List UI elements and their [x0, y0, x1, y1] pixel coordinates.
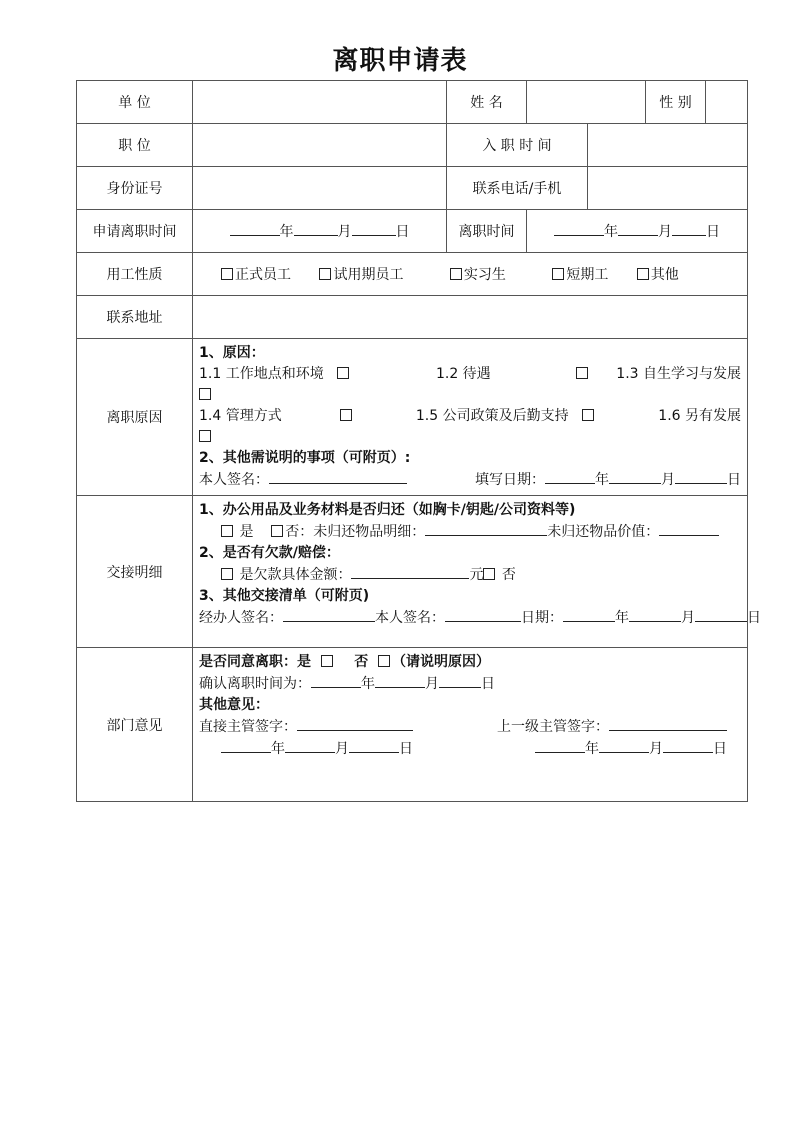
- option-probation[interactable]: 试用期员工: [319, 264, 403, 284]
- reason-option-1-5[interactable]: 1.5 公司政策及后勤支持: [416, 406, 596, 427]
- handover-heading-1: 1、办公用品及业务材料是否归还（如胸卡/钥匙/公司资料等): [199, 502, 576, 518]
- handover-sign-row: 经办人签名： 本人签名： 日期： 年 月 日: [199, 607, 741, 629]
- dept-opinion-label: 部门意见: [77, 648, 193, 802]
- employment-type-label: 用工性质: [77, 253, 193, 296]
- leave-date-label: 离职时间: [447, 210, 527, 253]
- dept-confirm-row: 确认离职时间为： 年 月 日: [199, 673, 741, 695]
- hire-date-field[interactable]: [588, 124, 748, 167]
- checkbox-icon: [552, 268, 564, 280]
- checkbox-icon: [637, 268, 649, 280]
- reason-sign-line[interactable]: [269, 469, 407, 484]
- reason-section: [193, 339, 748, 496]
- position-label: 职 位: [77, 124, 193, 167]
- option-fulltime[interactable]: 正式员工: [221, 264, 291, 284]
- phone-field[interactable]: [588, 167, 748, 210]
- reason-options-row-1: [199, 364, 741, 385]
- checkbox-icon[interactable]: [221, 568, 233, 580]
- resignation-form: [76, 80, 761, 802]
- checkbox-icon[interactable]: [221, 525, 233, 537]
- reason-heading-1: 1、原因：: [199, 345, 265, 361]
- checkbox-icon[interactable]: [321, 655, 333, 667]
- reason-label: 离职原因: [77, 339, 193, 496]
- dept-sign-row: 直接主管签字： 上一级主管签字：: [199, 716, 741, 738]
- page-title: 离职申请表: [332, 46, 468, 76]
- gender-label: 性 别: [646, 81, 706, 124]
- apply-date-label: 申请离职时间: [77, 210, 193, 253]
- dept-other-heading: 其他意见：: [199, 697, 269, 713]
- employment-type-options: [193, 253, 748, 296]
- checkbox-icon[interactable]: [483, 568, 495, 580]
- reason-option-1-4[interactable]: 1.4 管理方式: [199, 406, 354, 427]
- name-label: 姓 名: [447, 81, 527, 124]
- reason-option-1-2[interactable]: 1.2 待遇: [435, 366, 491, 382]
- unit-field[interactable]: [193, 81, 447, 124]
- hire-date-label: 入 职 时 间: [447, 124, 588, 167]
- checkbox-icon[interactable]: [199, 388, 211, 400]
- reason-option-1-1[interactable]: 1.1 工作地点和环境: [199, 364, 351, 385]
- id-number-label: 身份证号: [77, 167, 193, 210]
- address-label: 联系地址: [77, 296, 193, 339]
- id-number-field[interactable]: [193, 167, 447, 210]
- option-intern[interactable]: 实习生: [450, 264, 506, 284]
- reason-sign-row: 本人签名： 填写日期： 年 月 日: [199, 469, 741, 491]
- checkbox-icon: [340, 409, 352, 421]
- checkbox-icon: [337, 367, 349, 379]
- unit-label: 单 位: [77, 81, 193, 124]
- checkbox-icon: [221, 268, 233, 280]
- handover-debt-row: 是欠款具体金额： 元 否: [199, 564, 741, 586]
- dept-opinion-section: [193, 648, 748, 802]
- reason-options-row-2: [199, 406, 741, 427]
- handover-label: 交接明细: [77, 496, 193, 648]
- checkbox-icon: [582, 409, 594, 421]
- gender-field[interactable]: [706, 81, 748, 124]
- checkbox-icon[interactable]: [271, 525, 283, 537]
- option-shortterm[interactable]: 短期工: [552, 264, 608, 284]
- apply-date-field[interactable]: 年 月 日: [193, 210, 447, 253]
- checkbox-icon: [576, 367, 588, 379]
- reason-heading-2: 2、其他需说明的事项（可附页）:: [199, 450, 411, 466]
- dept-agree-row: 是否同意离职：是 否 （请说明原因）: [199, 654, 490, 670]
- handover-return-row: 是 否：未归还物品明细： 未归还物品价值：: [199, 521, 741, 543]
- leave-date-field[interactable]: 年 月 日: [527, 210, 748, 253]
- reason-option-1-3[interactable]: 1.3 自生学习与发展: [576, 364, 741, 385]
- handover-heading-2: 2、是否有欠款/赔偿：: [199, 545, 340, 561]
- address-field[interactable]: [193, 296, 748, 339]
- checkbox-icon: [450, 268, 462, 280]
- handover-heading-3: 3、其他交接清单（可附页): [199, 588, 370, 604]
- name-field[interactable]: [527, 81, 646, 124]
- phone-label: 联系电话/手机: [447, 167, 588, 210]
- checkbox-icon: [319, 268, 331, 280]
- checkbox-icon[interactable]: [199, 430, 211, 442]
- position-field[interactable]: [193, 124, 447, 167]
- handover-section: [193, 496, 761, 648]
- option-other[interactable]: 其他: [637, 264, 679, 284]
- dept-date-row: 年 月 日 年 月 日: [199, 738, 741, 760]
- reason-option-1-6[interactable]: 1.6 另有发展: [658, 408, 741, 424]
- checkbox-icon[interactable]: [378, 655, 390, 667]
